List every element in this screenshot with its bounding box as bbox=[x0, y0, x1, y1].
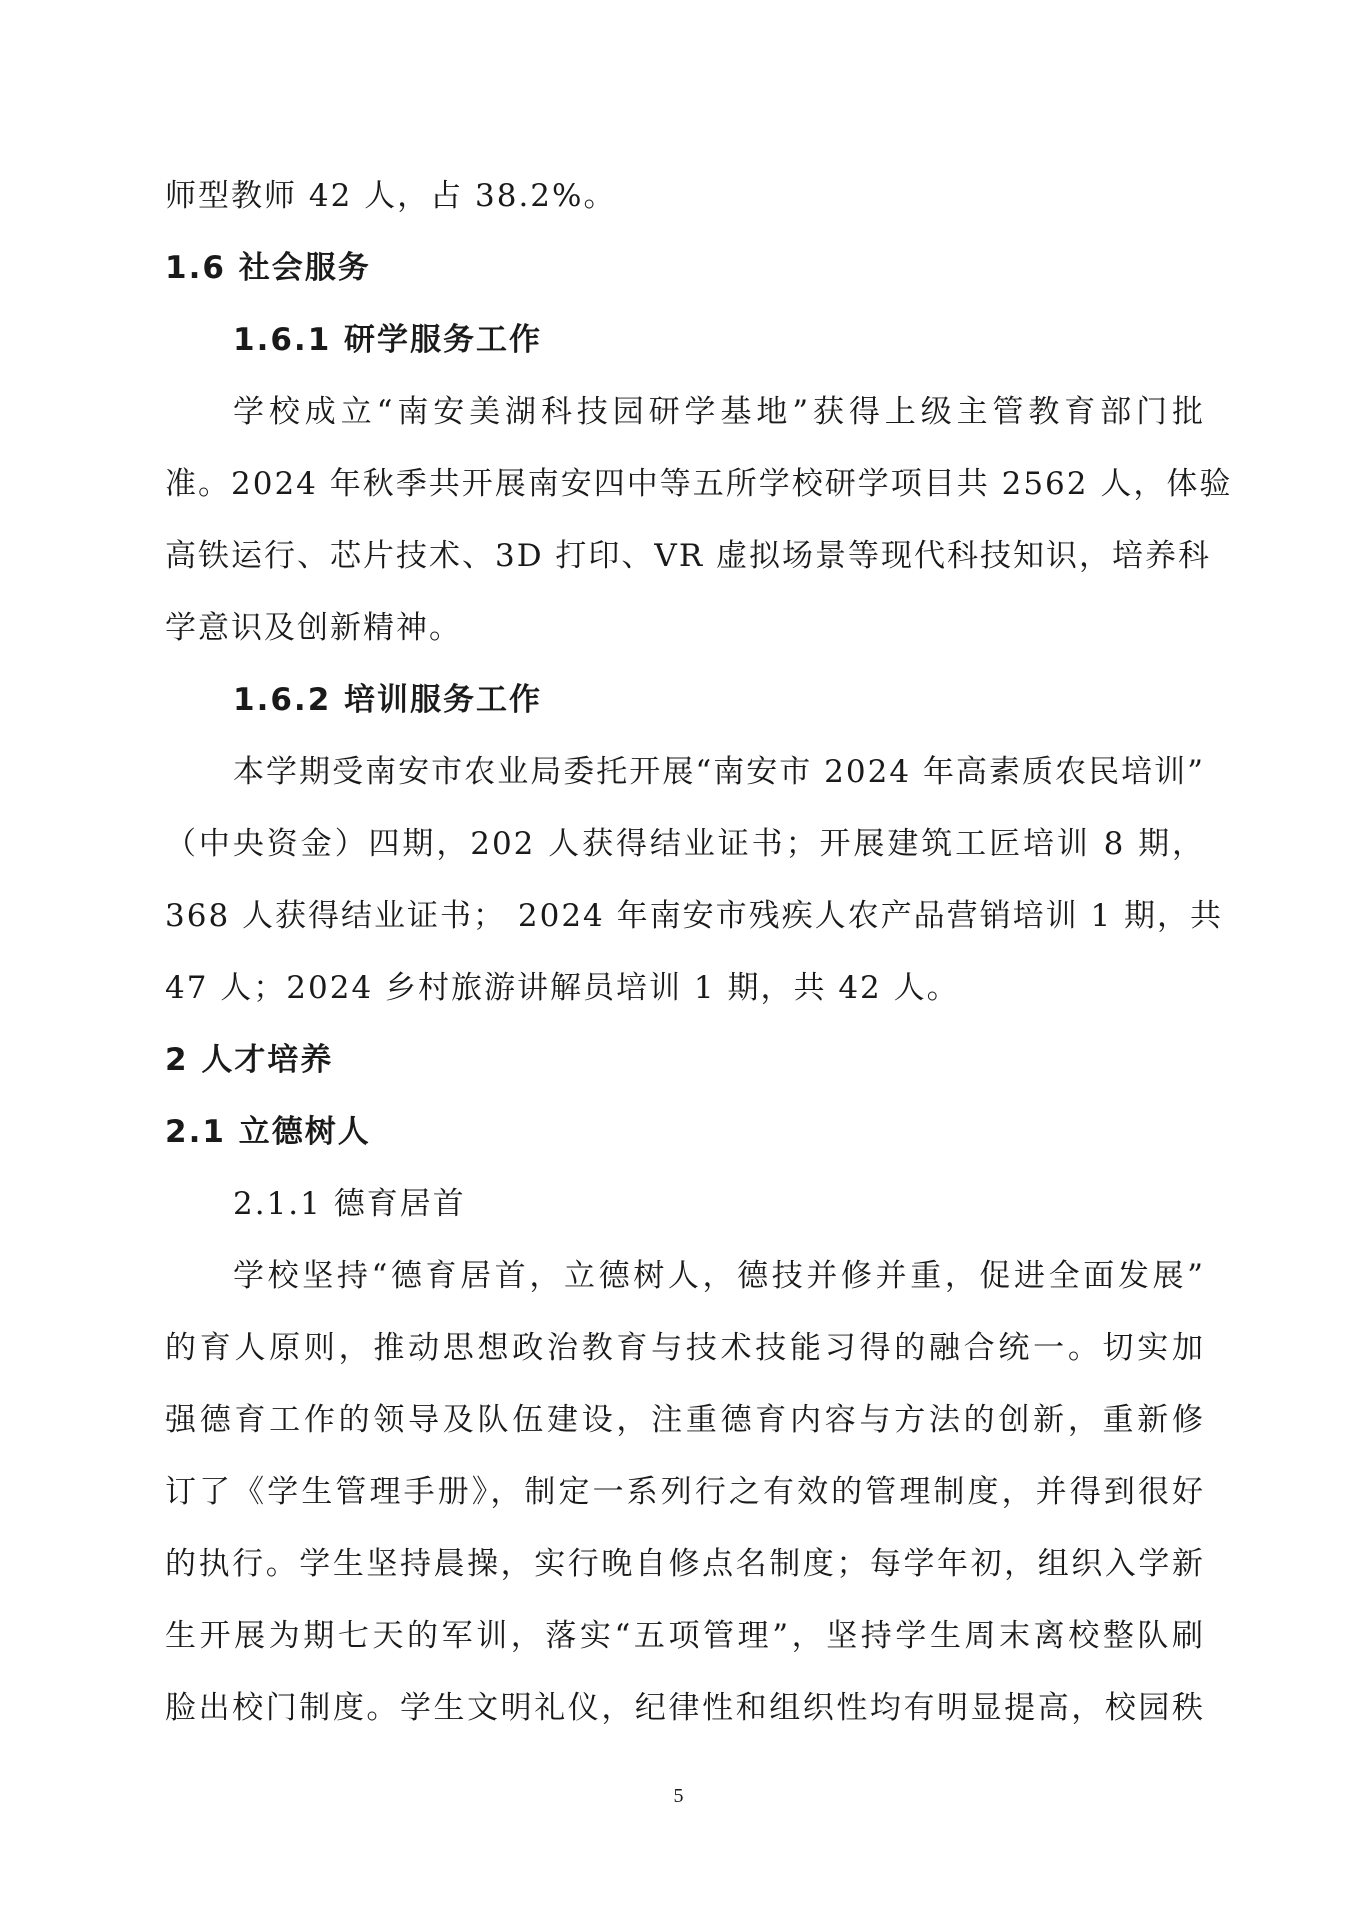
paragraph-line: 学意识及创新精神。 bbox=[165, 610, 462, 646]
paragraph-line: 强德育工作的领导及队伍建设，注重德育内容与方法的创新，重新修 bbox=[165, 1402, 1205, 1438]
paragraph-line: 47 人；2024 乡村旅游讲解员培训 1 期，共 42 人。 bbox=[165, 970, 960, 1006]
paragraph-line: 脸出校门制度。学生文明礼仪，纪律性和组织性均有明显提高，校园秩 bbox=[165, 1690, 1205, 1726]
subsection-heading-1-6-1: 1.6.1 研学服务工作 bbox=[233, 322, 543, 358]
paragraph-line: 师型教师 42 人，占 38.2%。 bbox=[165, 178, 617, 214]
paragraph-line: 368 人获得结业证书； 2024 年南安市残疾人农产品营销培训 1 期，共 bbox=[165, 898, 1224, 934]
subsection-heading-1-6-2: 1.6.2 培训服务工作 bbox=[233, 682, 543, 718]
subsection-heading-2-1-1: 2.1.1 德育居首 bbox=[233, 1186, 466, 1222]
paragraph-line: 的育人原则，推动思想政治教育与技术技能习得的融合统一。切实加 bbox=[165, 1330, 1205, 1366]
paragraph-line: 的执行。学生坚持晨操，实行晚自修点名制度；每学年初，组织入学新 bbox=[165, 1546, 1205, 1582]
paragraph-line: 本学期受南安市农业局委托开展“南安市 2024 年高素质农民培训” bbox=[233, 754, 1205, 790]
paragraph-line: 高铁运行、芯片技术、3D 打印、VR 虚拟场景等现代科技知识，培养科 bbox=[165, 538, 1212, 574]
paragraph-line: （中央资金）四期，202 人获得结业证书；开展建筑工匠培训 8 期， bbox=[165, 826, 1205, 862]
paragraph-line: 订了《学生管理手册》，制定一系列行之有效的管理制度，并得到很好 bbox=[165, 1474, 1205, 1510]
paragraph-line: 学校成立“南安美湖科技园研学基地”获得上级主管教育部门批 bbox=[233, 394, 1205, 430]
chapter-heading-2: 2 人才培养 bbox=[165, 1042, 334, 1078]
section-heading-2-1: 2.1 立德树人 bbox=[165, 1114, 371, 1150]
paragraph-line: 准。2024 年秋季共开展南安四中等五所学校研学项目共 2562 人，体验 bbox=[165, 466, 1233, 502]
section-heading-1-6: 1.6 社会服务 bbox=[165, 250, 371, 286]
page-number: 5 bbox=[673, 1785, 684, 1807]
paragraph-line: 学校坚持“德育居首，立德树人，德技并修并重，促进全面发展” bbox=[233, 1258, 1205, 1294]
paragraph-line: 生开展为期七天的军训，落实“五项管理”，坚持学生周末离校整队刷 bbox=[165, 1618, 1205, 1654]
